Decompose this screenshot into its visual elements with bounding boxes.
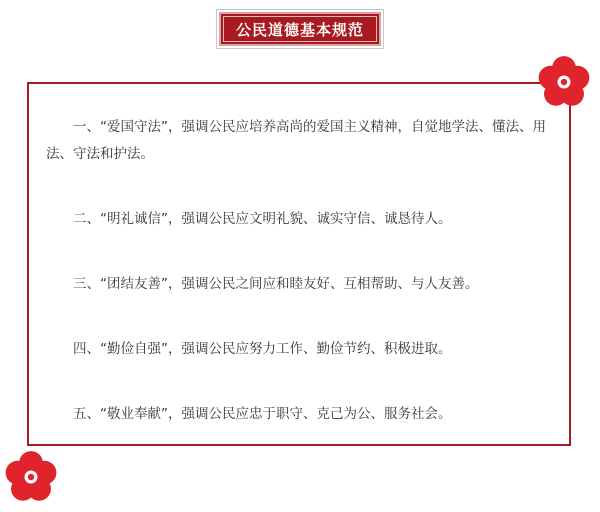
- flower-icon: [537, 55, 591, 109]
- norm-item-2: 二、“明礼诚信”，强调公民应文明礼貌、诚实守信、诚恳待人。: [73, 211, 452, 227]
- frame-left-border: [27, 82, 29, 446]
- page-title: 公民道德基本规范: [235, 20, 364, 39]
- norm-item-5: 五、“敬业奉献”，强调公民应忠于职守、克己为公、服务社会。: [73, 406, 452, 422]
- norm-item-3: 三、“团结友善”，强调公民之间应和睦友好、互相帮助、与人友善。: [73, 276, 479, 292]
- norm-item-1: 一、“爱国守法”，强调公民应培养高尚的爱国主义精神，自觉地学法、懂法、用法、守法和护法。: [46, 119, 546, 162]
- title-banner: [219, 12, 381, 46]
- frame-top-border: [28, 82, 569, 84]
- frame-right-border: [569, 82, 571, 446]
- norm-item-4: 四、“勤俭自强”，强调公民应努力工作、勤俭节约、积极进取。: [73, 341, 452, 357]
- content-body: [46, 114, 554, 466]
